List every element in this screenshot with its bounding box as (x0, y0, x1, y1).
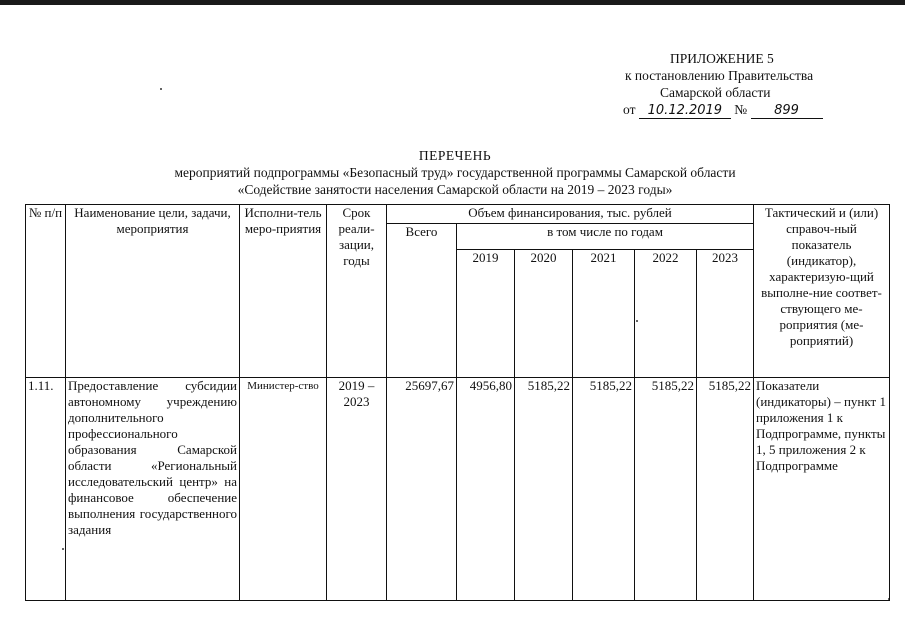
header-year-2020: 2020 (515, 250, 573, 378)
number-sign: № (734, 102, 748, 117)
appendix-title: ПРИЛОЖЕНИЕ 5 (670, 51, 774, 66)
handwritten-date: 10.12.2019 (639, 104, 731, 119)
activities-table (25, 204, 890, 601)
table-row (26, 378, 890, 601)
row-total: 25697,67 (387, 378, 457, 601)
header-by-years: в том числе по годам (457, 224, 754, 250)
heading-subtitle-2: «Содействие занятости населения Самарской области на 2019 – 2023 годы» (237, 182, 673, 197)
row-2020: 5185,22 (515, 378, 573, 601)
date-prefix: от (623, 102, 636, 117)
scan-speck (160, 88, 162, 90)
top-page-border (0, 0, 905, 5)
header-year-2023: 2023 (697, 250, 754, 378)
header-year-2021: 2021 (573, 250, 635, 378)
header-num: № п/п (26, 205, 66, 378)
document-heading (40, 147, 870, 198)
header-year-2019: 2019 (457, 250, 515, 378)
row-indicator: Показатели (индикаторы) – пункт 1 приложения 1 к Подпрограмме, пункты 1, 5 приложения 2 к Подпрограмме (754, 378, 890, 601)
appendix-date-line (590, 101, 880, 119)
row-2022: 5185,22 (635, 378, 697, 601)
row-2023: 5185,22 (697, 378, 754, 601)
header-executor: Исполни-тель меро-приятия (240, 205, 327, 378)
header-year-2022: 2022 (635, 250, 697, 378)
appendix-line-3: Самарской области (660, 85, 771, 100)
handwritten-number: 899 (751, 104, 823, 119)
appendix-line-2: к постановлению Правительства (625, 68, 814, 83)
row-name: Предоставление субсидии автономному учреждению дополнительного профессионального образования Самарской области «Региональный исследовательский центр» на финансовое обеспечение выполнения государственного задания (66, 378, 240, 601)
row-num: 1.11. (26, 378, 66, 601)
header-name: Наименование цели, задачи, мероприятия (66, 205, 240, 378)
row-term: 2019 – 2023 (327, 378, 387, 601)
row-executor: Министер-ство (240, 378, 327, 601)
row-2019: 4956,80 (457, 378, 515, 601)
header-total: Всего (387, 224, 457, 378)
header-term: Срок реали-зации, годы (327, 205, 387, 378)
row-2021: 5185,22 (573, 378, 635, 601)
header-indicator: Тактический и (или) справоч-ный показатель (индикатор), характеризую-щий выполне-ние соответ-ствующего ме-роприятия (ме-роприятий) (754, 205, 890, 378)
header-funding: Объем финансирования, тыс. рублей (387, 205, 754, 224)
heading-subtitle-1: мероприятий подпрограммы «Безопасный труд» государственной программы Самарской области (174, 165, 736, 180)
appendix-block (590, 50, 880, 119)
heading-title: ПЕРЕЧЕНЬ (418, 148, 492, 163)
